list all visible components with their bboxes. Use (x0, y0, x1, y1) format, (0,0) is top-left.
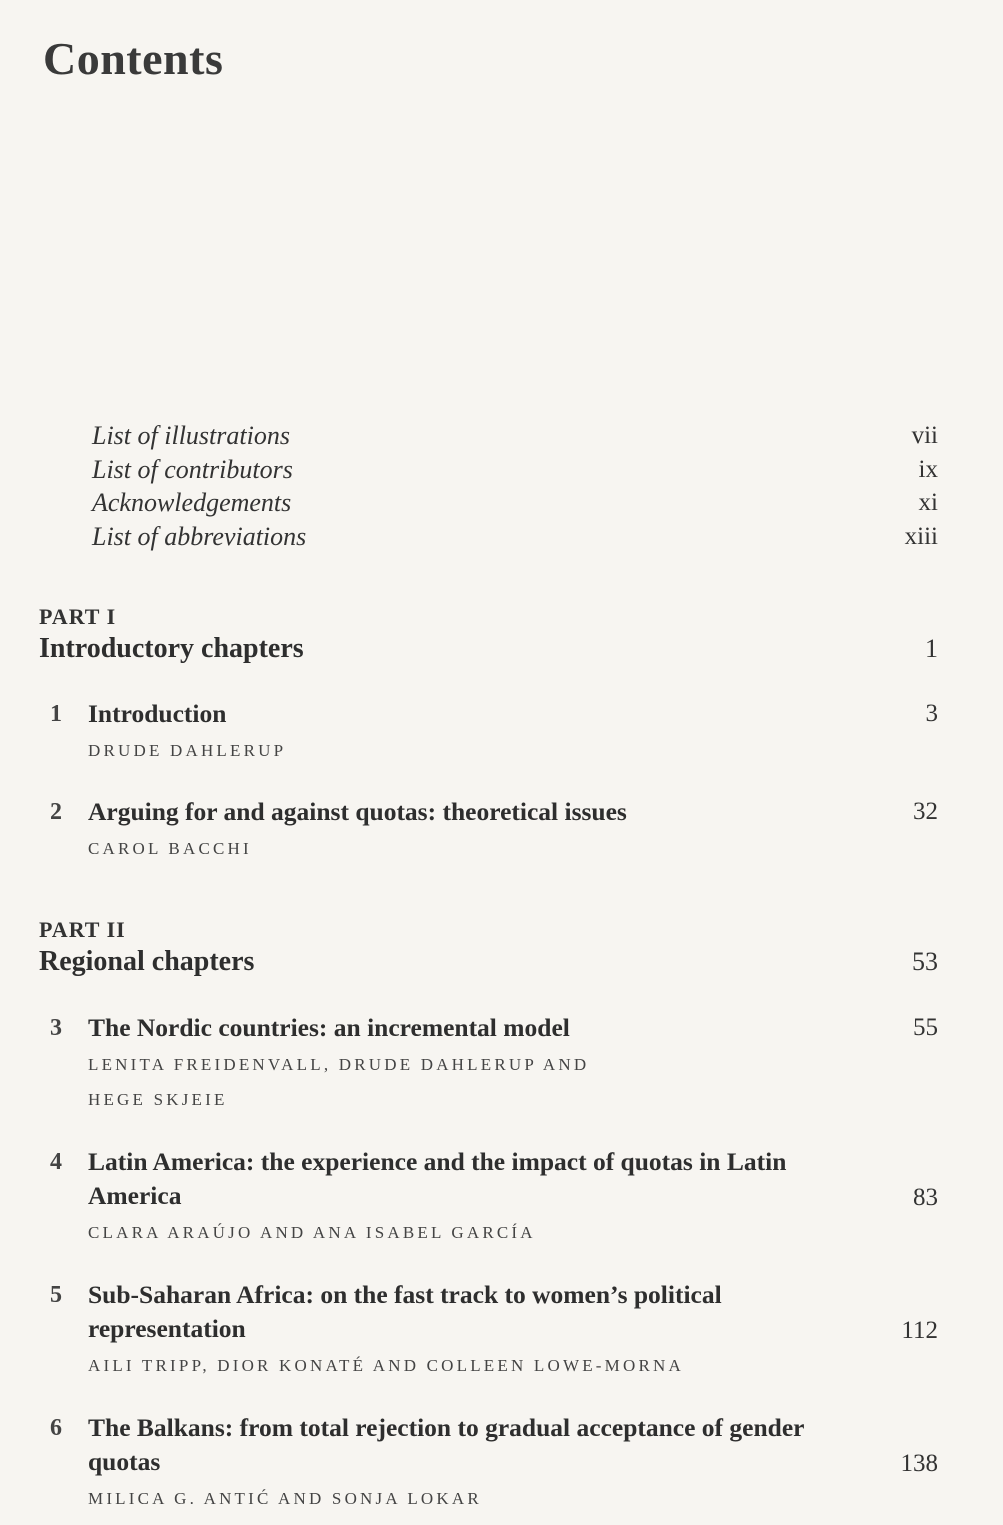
front-matter-page: xiii (904, 522, 938, 550)
chapter-body (88, 1411, 808, 1516)
front-matter-item (92, 453, 938, 487)
chapter-author: CLARA ARAÚJO AND ANA ISABEL GARCÍA (88, 1223, 536, 1242)
front-matter-label: Acknowledgements (92, 488, 292, 517)
chapter-title: Sub-Saharan Africa: on the fast track to women’s political representation (88, 1280, 722, 1343)
chapter-body (88, 1278, 808, 1383)
chapter-page: 32 (913, 798, 938, 825)
chapter-title: The Nordic countries: an incremental model (88, 1013, 570, 1042)
chapter-body (88, 697, 808, 768)
part-title-row (39, 631, 938, 671)
chapter-entry (50, 1011, 938, 1117)
part-title: Regional chapters (39, 946, 255, 977)
chapter-number: 6 (50, 1415, 62, 1441)
chapter-page: 138 (900, 1450, 938, 1477)
chapter-number: 5 (50, 1282, 62, 1308)
chapter-author: CAROL BACCHI (88, 839, 252, 858)
part-heading (39, 603, 938, 671)
chapter-title: Arguing for and against quotas: theoretical issues (88, 797, 627, 826)
chapter-author: LENITA FREIDENVALL, DRUDE DAHLERUP AND (88, 1055, 590, 1074)
front-matter-label: List of abbreviations (92, 521, 307, 551)
chapter-number: 2 (50, 799, 62, 825)
front-matter-list (92, 419, 938, 553)
chapter-author: MILICA G. ANTIĆ AND SONJA LOKAR (88, 1489, 482, 1508)
front-matter-page: vii (911, 422, 938, 449)
part-heading (39, 916, 938, 984)
chapter-body (88, 1011, 808, 1117)
front-matter-page: ix (918, 455, 938, 483)
part-label: PART II (39, 917, 126, 942)
chapter-number: 4 (50, 1149, 62, 1175)
chapter-entry (50, 697, 938, 768)
part-title-row (39, 944, 938, 984)
part-label: PART I (39, 604, 117, 629)
chapter-author: AILI TRIPP, DIOR KONATÉ AND COLLEEN LOWE-MORNA (88, 1356, 684, 1375)
front-matter-item (92, 486, 938, 520)
chapter-entry (50, 795, 938, 866)
chapter-body (88, 795, 808, 866)
chapter-title: Introduction (88, 699, 227, 728)
chapter-entry (50, 1411, 938, 1516)
chapter-title: Latin America: the experience and the impact of quotas in Latin America (88, 1147, 787, 1210)
part-page: 1 (925, 634, 938, 663)
front-matter-item (92, 520, 938, 554)
chapter-title: The Balkans: from total rejection to gradual acceptance of gender quotas (88, 1413, 805, 1476)
chapter-page: 3 (925, 700, 938, 727)
chapter-number: 1 (50, 701, 62, 727)
front-matter-item (92, 419, 938, 453)
front-matter-label: List of contributors (92, 454, 293, 484)
page-title: Contents (43, 33, 224, 84)
chapter-entry (50, 1278, 938, 1383)
chapter-entry (50, 1145, 938, 1250)
part-page: 53 (912, 947, 938, 976)
chapter-page: 112 (901, 1317, 938, 1344)
part-title: Introductory chapters (39, 633, 304, 664)
chapter-author: DRUDE DAHLERUP (88, 741, 287, 760)
chapter-number: 3 (50, 1015, 62, 1041)
chapter-body (88, 1145, 808, 1250)
chapter-author: HEGE SKJEIE (88, 1090, 228, 1109)
chapter-page: 55 (913, 1014, 938, 1041)
front-matter-page: xi (918, 489, 938, 516)
front-matter-label: List of illustrations (92, 421, 290, 450)
chapter-page: 83 (913, 1184, 938, 1211)
